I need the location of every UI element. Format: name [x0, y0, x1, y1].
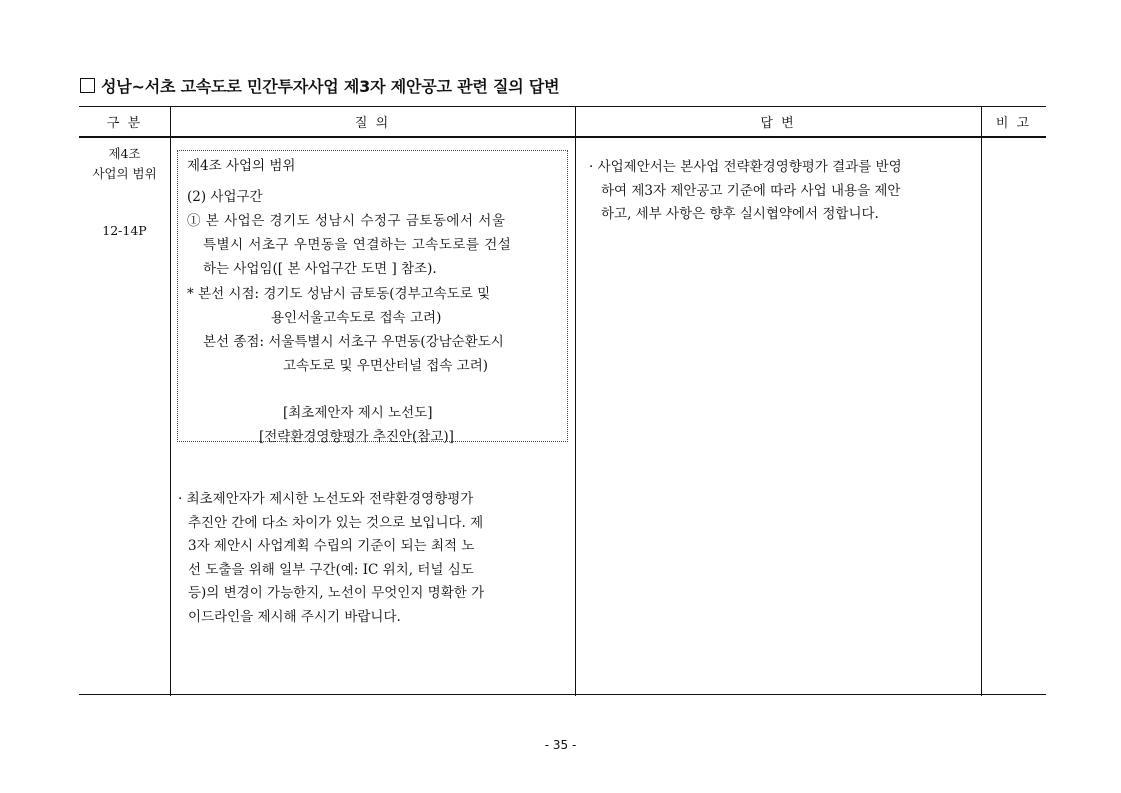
question-line: 등)의 변경이 가능한지, 노선이 무엇인지 명확한 가	[188, 585, 485, 601]
quote-item-line: 특별시 서초구 우면동을 연결하는 고속도로를 건설	[203, 237, 512, 253]
checkbox-square-icon	[80, 78, 95, 93]
quote-end-point-cont: 고속도로 및 우면산터널 접속 고려)	[283, 358, 489, 374]
quote-subheading: (2) 사업구간	[187, 189, 263, 205]
question-line: 3자 제안시 사업계획 수립의 기준이 되는 최적 노	[188, 538, 475, 554]
question-line: 추진안 간에 다소 차이가 있는 것으로 보입니다. 제	[188, 514, 484, 531]
document-title	[80, 74, 559, 97]
column-divider-3	[981, 106, 982, 696]
table-bottom-border	[79, 694, 1046, 695]
quote-figure-caption: [전략환경영향평가 추진안(참고)]	[259, 429, 454, 445]
question-paragraph	[178, 488, 570, 629]
quote-start-point: * 본선 시점: 경기도 성남시 금토동(경부고속도로 및	[187, 286, 491, 302]
quote-heading: 제4조 사업의 범위	[187, 158, 296, 174]
category-article: 제4조	[108, 146, 141, 161]
quote-figure-caption: [최초제안자 제시 노선도]	[283, 405, 433, 421]
header-question: 질 의	[354, 116, 391, 131]
quote-item-line: 하는 사업임([ 본 사업구간 도면 ] 참조).	[203, 261, 437, 277]
table-header-border	[79, 136, 1046, 138]
question-line: · 최초제안자가 제시한 노선도와 전략환경영향평가	[178, 491, 474, 507]
answer-line: 하여 제3자 제안공고 기준에 따라 사업 내용을 제안	[601, 182, 901, 199]
quote-start-point-cont: 용인서울고속도로 접속 고려)	[271, 310, 442, 326]
header-remarks: 비 고	[995, 116, 1032, 131]
quote-item-line: ① 본 사업은 경기도 성남시 수정구 금토동에서 서울	[187, 213, 506, 229]
answer-paragraph	[589, 156, 979, 227]
header-answer: 답 변	[760, 116, 796, 131]
answer-line: 하고, 세부 사항은 향후 실시협약에서 정합니다.	[601, 206, 879, 222]
column-divider-1	[170, 106, 171, 696]
quote-end-point: 본선 종점: 서울특별시 서초구 우면동(강남순환도시	[203, 334, 504, 350]
category-pages: 12-14P	[102, 223, 147, 238]
page-number: - 35 -	[544, 738, 577, 752]
title-text: 성남~서초 고속도로 민간투자사업 제3자 제안공고 관련 질의 답변	[101, 77, 560, 96]
header-category: 구 분	[106, 116, 143, 131]
category-scope: 사업의 범위	[92, 166, 157, 181]
question-line: 선 도출을 위해 일부 구간(예: IC 위치, 터널 심도	[188, 561, 474, 578]
table-top-border	[79, 106, 1046, 107]
answer-line: · 사업제안서는 본사업 전략환경영향평가 결과를 반영	[589, 159, 902, 175]
column-divider-2	[575, 106, 576, 696]
question-line: 이드라인을 제시해 주시기 바랍니다.	[188, 608, 401, 625]
